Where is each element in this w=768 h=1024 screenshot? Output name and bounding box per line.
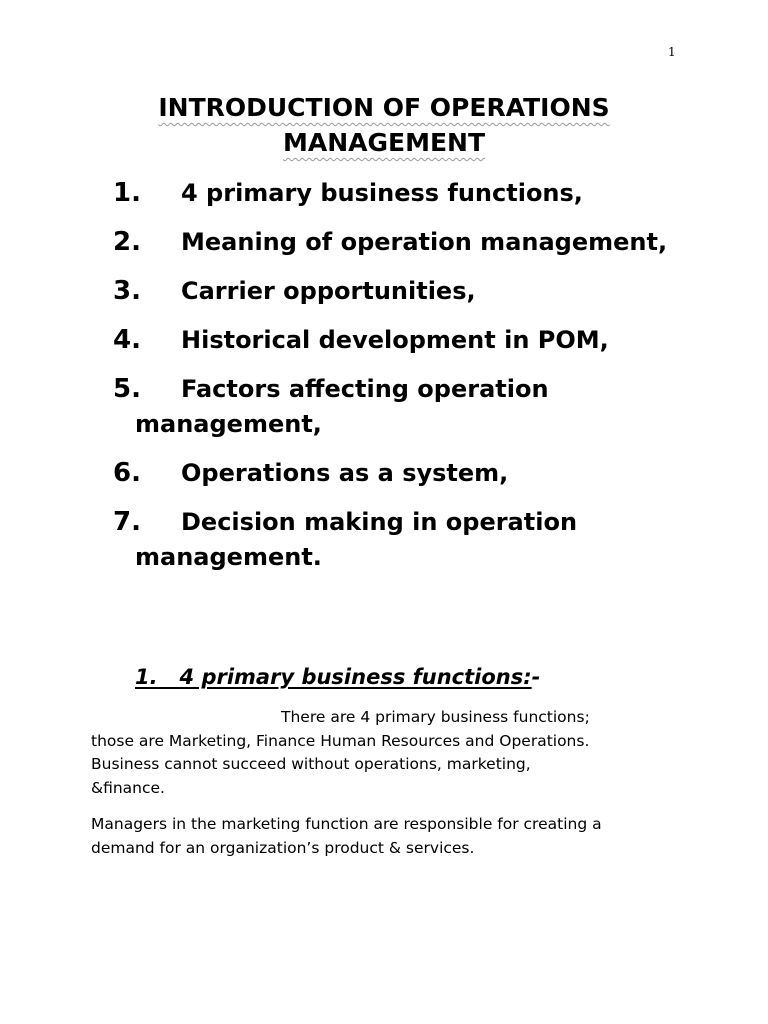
section-heading-suffix: - [531,665,541,689]
title-line-2: MANAGEMENT [282,128,486,157]
topic-list [0,176,768,589]
paragraph-business-functions [91,706,691,800]
topic-item-7 [0,505,768,575]
paragraph-line: Managers in the marketing function are responsible for creating a [91,815,602,833]
topic-text: Historical development in POM, [181,326,609,354]
topic-item-6 [0,456,768,491]
paragraph-marketing [91,813,691,860]
topic-text: 4 primary business functions, [181,179,583,207]
topic-item-5 [0,372,768,442]
topic-number: 7. [113,507,141,537]
section-heading [135,662,540,692]
paragraph-line: those are Marketing, Finance Human Resources and Operations. [91,731,590,750]
section-heading-text: 4 primary business functions: [179,665,532,689]
topic-text: Factors affecting operation management, [135,375,549,438]
section-heading-number: 1. [135,665,158,689]
topic-number: 3. [113,276,141,306]
topic-number: 6. [113,458,141,488]
topic-item-4 [0,323,768,358]
topic-item-2 [0,225,768,260]
topic-item-1 [0,176,768,211]
page-number: 1 [668,45,676,59]
paragraph-line: demand for an organization’s product & services. [91,838,475,857]
title-line-1: INTRODUCTION OF OPERATIONS [158,93,610,122]
topic-text: Operations as a system, [181,459,509,487]
topic-number: 4. [113,325,141,355]
paragraph-line: &finance. [91,778,165,797]
topic-number: 2. [113,227,141,257]
paragraph-line: Business cannot succeed without operations, marketing, [91,755,531,773]
topic-item-3 [0,274,768,309]
topic-number: 1. [113,178,141,208]
paragraph-line: There are 4 primary business functions; [281,708,590,726]
topic-text: Meaning of operation management, [181,228,668,256]
topic-text: Decision making in operation management. [135,508,578,571]
page-title [0,90,768,160]
topic-text: Carrier opportunities, [181,277,476,305]
topic-number: 5. [113,374,141,404]
